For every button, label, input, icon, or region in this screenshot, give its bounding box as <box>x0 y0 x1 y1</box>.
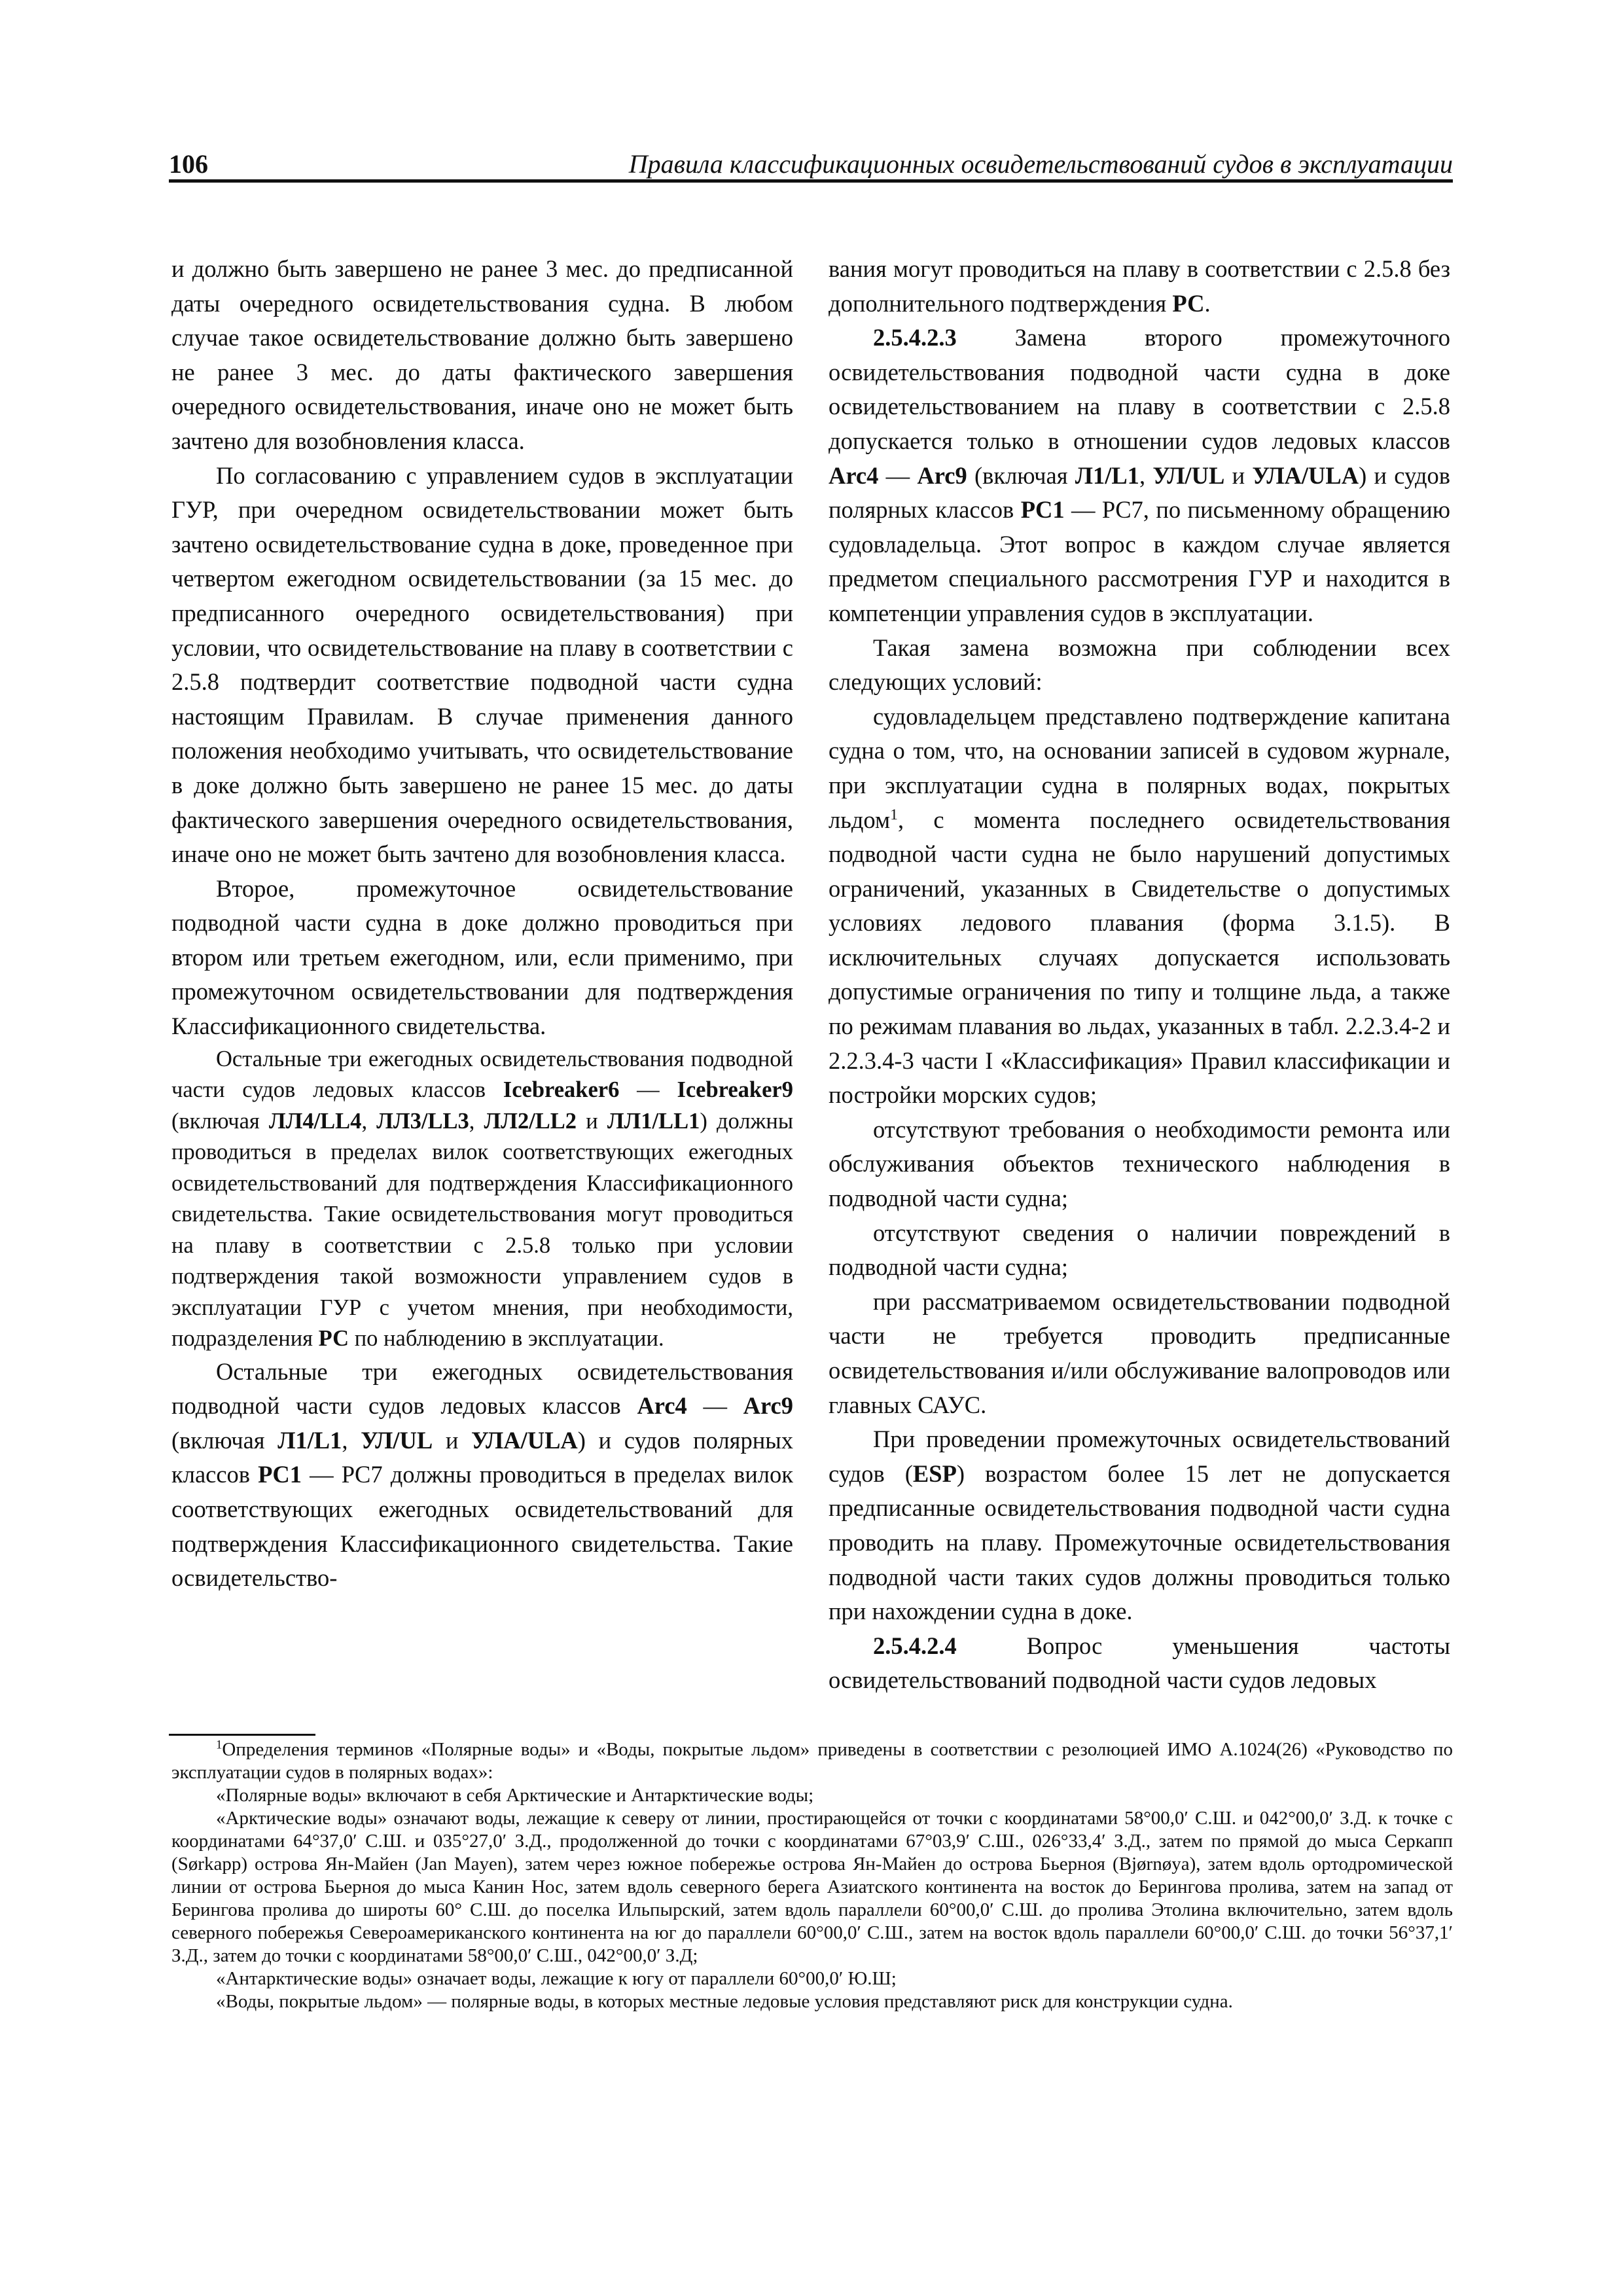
paragraph: вания могут проводиться на плаву в соответствии с 2.5.8 без дополнительного подтверждения РС. <box>829 255 1450 317</box>
footnote: «Антарктические воды» означает воды, лежащие к югу от параллели 60°00,0′ Ю.Ш; <box>216 1968 897 1989</box>
left-column <box>171 252 793 1596</box>
section-number: 2.5.4.2.4 <box>873 1632 957 1659</box>
paragraph: По согласованию с управлением судов в эксплуатации ГУР, при очередном освидетельствовании может быть зачтено освидетельствование судна в доке, проведенное при четвертом ежегодном освидетельствовании (за 15 мес. до предписанного очередного освидетельствования) при условии, что освидетельствование на плаву в соответствии с 2.5.8 подтвердит соответствие подводной части судна настоящим Правилам. В случае применения данного положения необходимо учитывать, что освидетельствование в доке должно быть завершено не ранее 15 мес. до даты фактического завершения очередного освидетельствования, иначе оно не может быть зачтено для возобновления класса. <box>171 461 793 868</box>
paragraph: При проведении промежуточных освидетельствований судов (ESP) возрастом более 15 лет не допускается предписанные освидетельствования подводной части судна проводить на плаву. Промежуточные освидетельствования подводной части таких судов должны проводиться только при нахождении судна в доке. <box>829 1426 1450 1625</box>
running-title: Правила классификационных освидетельствований судов в эксплуатации <box>628 149 1453 179</box>
section-number: 2.5.4.2.3 <box>873 324 957 351</box>
footnote: «Полярные воды» включают в себя Арктические и Антарктические воды; <box>216 1785 814 1806</box>
footnote: «Арктические воды» означают воды, лежащие к северу от линии, простирающейся от точки с координатами 58°00,0′ С.Ш. и 042°00,0′ З.Д. к точке с координатами 64°37,0′ С.Ш. и 035°27,0′ З.Д., продолженной до точки с координатами 67°03,9′ С.Ш., 026°33,4′ З.Д., затем по прямой до мыса Серкапп (Sørkapp) острова Ян-Майен (Jan Mayen), затем через южное побережье острова Ян-Майен до острова Бьерноя (Bjørnøya), затем вдоль ортодромической линии от острова Бьерноя до мыса Канин Нос, затем вдоль северного берега Азиатского континента на восток до Берингова пролива, затем на запад от Берингова пролива до широты 60° С.Ш. до поселка Ильпырский, затем вдоль параллели 60°00,0′ С.Ш. до пролива Этолина включительно, затем вдоль северного побережья Североамериканского континента на юг до параллели 60°00,0′ С.Ш., затем на восток вдоль параллели 60°00,0′ С.Ш. до точки 56°37,1′ З.Д., затем до точки с координатами 58°00,0′ С.Ш., 042°00,0′ З.Д; <box>171 1808 1453 1966</box>
header-rule <box>169 179 1453 183</box>
footnote: $^1$Определения терминов «Полярные воды» и «Воды, покрытые льдом» приведены в соответствии с резолюцией ИМО A.1024(26) «Руководство по эксплуатации судов в полярных водах»: <box>171 1738 1453 1783</box>
paragraph: при рассматриваемом освидетельствовании подводной части не требуется проводить предписанные освидетельствования и/или обслуживание валопроводов или главных САУС. <box>829 1287 1450 1418</box>
paragraph: Остальные три ежегодных освидетельствования подводной части судов ледовых классов Arc4 — Arc9 (включая Л1/L1, УЛ/UL и УЛА/ULA) и судов полярных классов PC1 — PC7 должны проводиться в пределах вилок соответствующих ежегодных освидетельствований для подтверждения Классификационного свидетельства. Такие освидетельство- <box>171 1357 794 1592</box>
footnote: «Воды, покрытые льдом» — полярные воды, в которых местные ледовые условия представляют риск для конструкции судна. <box>216 1991 1233 2012</box>
right-column <box>829 252 1450 1698</box>
paragraph: 2.5.4.2.3 Замена второго промежуточного освидетельствования подводной части судна в доке освидетельствованием на плаву в соответствии с 2.5.8 допускается только в отношении судов ледовых классов Arc4 — Arc9 (включая Л1/L1, УЛ/UL и УЛА/ULA) и судов полярных классов PC1 — PC7, по письменному обращению судовладельца. Этот вопрос в каждом случае является предметом специального рассмотрения ГУР и находится в компетенции управления судов в эксплуатации. <box>829 324 1451 626</box>
paragraph: 2.5.4.2.4 Вопрос уменьшения частоты освидетельствований подводной части судов ледовых <box>829 1632 1450 1694</box>
footnotes <box>171 1738 1453 2013</box>
paragraph: отсутствуют сведения о наличии повреждений в подводной части судна; <box>829 1219 1450 1281</box>
footnote-marker: 1 <box>890 806 898 823</box>
footnote-rule <box>169 1734 315 1736</box>
page-number: 106 <box>169 149 208 179</box>
paragraph: Второе, промежуточное освидетельствование подводной части судна в доке должно проводиться при втором или третьем ежегодном, или, если применимо, при промежуточном освидетельствовании для подтверждения Классификационного свидетельства. <box>171 874 793 1040</box>
paragraph: отсутствуют требования о необходимости ремонта или обслуживания объектов технического наблюдения в подводной части судна; <box>829 1115 1450 1212</box>
page-header <box>169 143 1453 183</box>
paragraph: Такая замена возможна при соблюдении всех следующих условий: <box>829 634 1450 696</box>
paragraph: и должно быть завершено не ранее 3 мес. до предписанной даты очередного освидетельствования судна. В любом случае такое освидетельствование должно быть завершено не ранее 3 мес. до даты фактического завершения очередного освидетельствования, иначе оно не может быть зачтено для возобновления класса. <box>171 255 793 454</box>
paragraph: судовладельцем представлено подтверждение капитана судна о том, что, на основании записей в судовом журнале, при эксплуатации судна в полярных водах, покрытых льдом$^1$, с момента последнего освидетельствования подводной части судна не было нарушений допустимых ограничений, указанных в Свидетельстве о допустимых условиях ледового плавания (форма 3.1.5). В исключительных случаях допускается использовать допустимые ограничения по типу и толщине льда, а также по режимам плавания во льдах, указанных в табл. 2.2.3.4-2 и 2.2.3.4-3 части I «Классификация» Правил классификации и постройки морских судов; <box>829 702 1450 1109</box>
paragraph: Остальные три ежегодных освидетельствования подводной части судов ледовых классов Icebreaker6 — Icebreaker9 (включая ЛЛ4/LL4, ЛЛ3/LL3, ЛЛ2/LL2 и ЛЛ1/LL1) должны проводиться в пределах вилок соответствующих ежегодных освидетельствований для подтверждения Классификационного свидетельства. Такие освидетельствования могут проводиться на плаву в соответствии с 2.5.8 только при условии подтверждения такой возможности управлением судов в эксплуатации ГУР с учетом мнения, при необходимости, подразделения РС по наблюдению в эксплуатации. <box>171 1046 794 1352</box>
